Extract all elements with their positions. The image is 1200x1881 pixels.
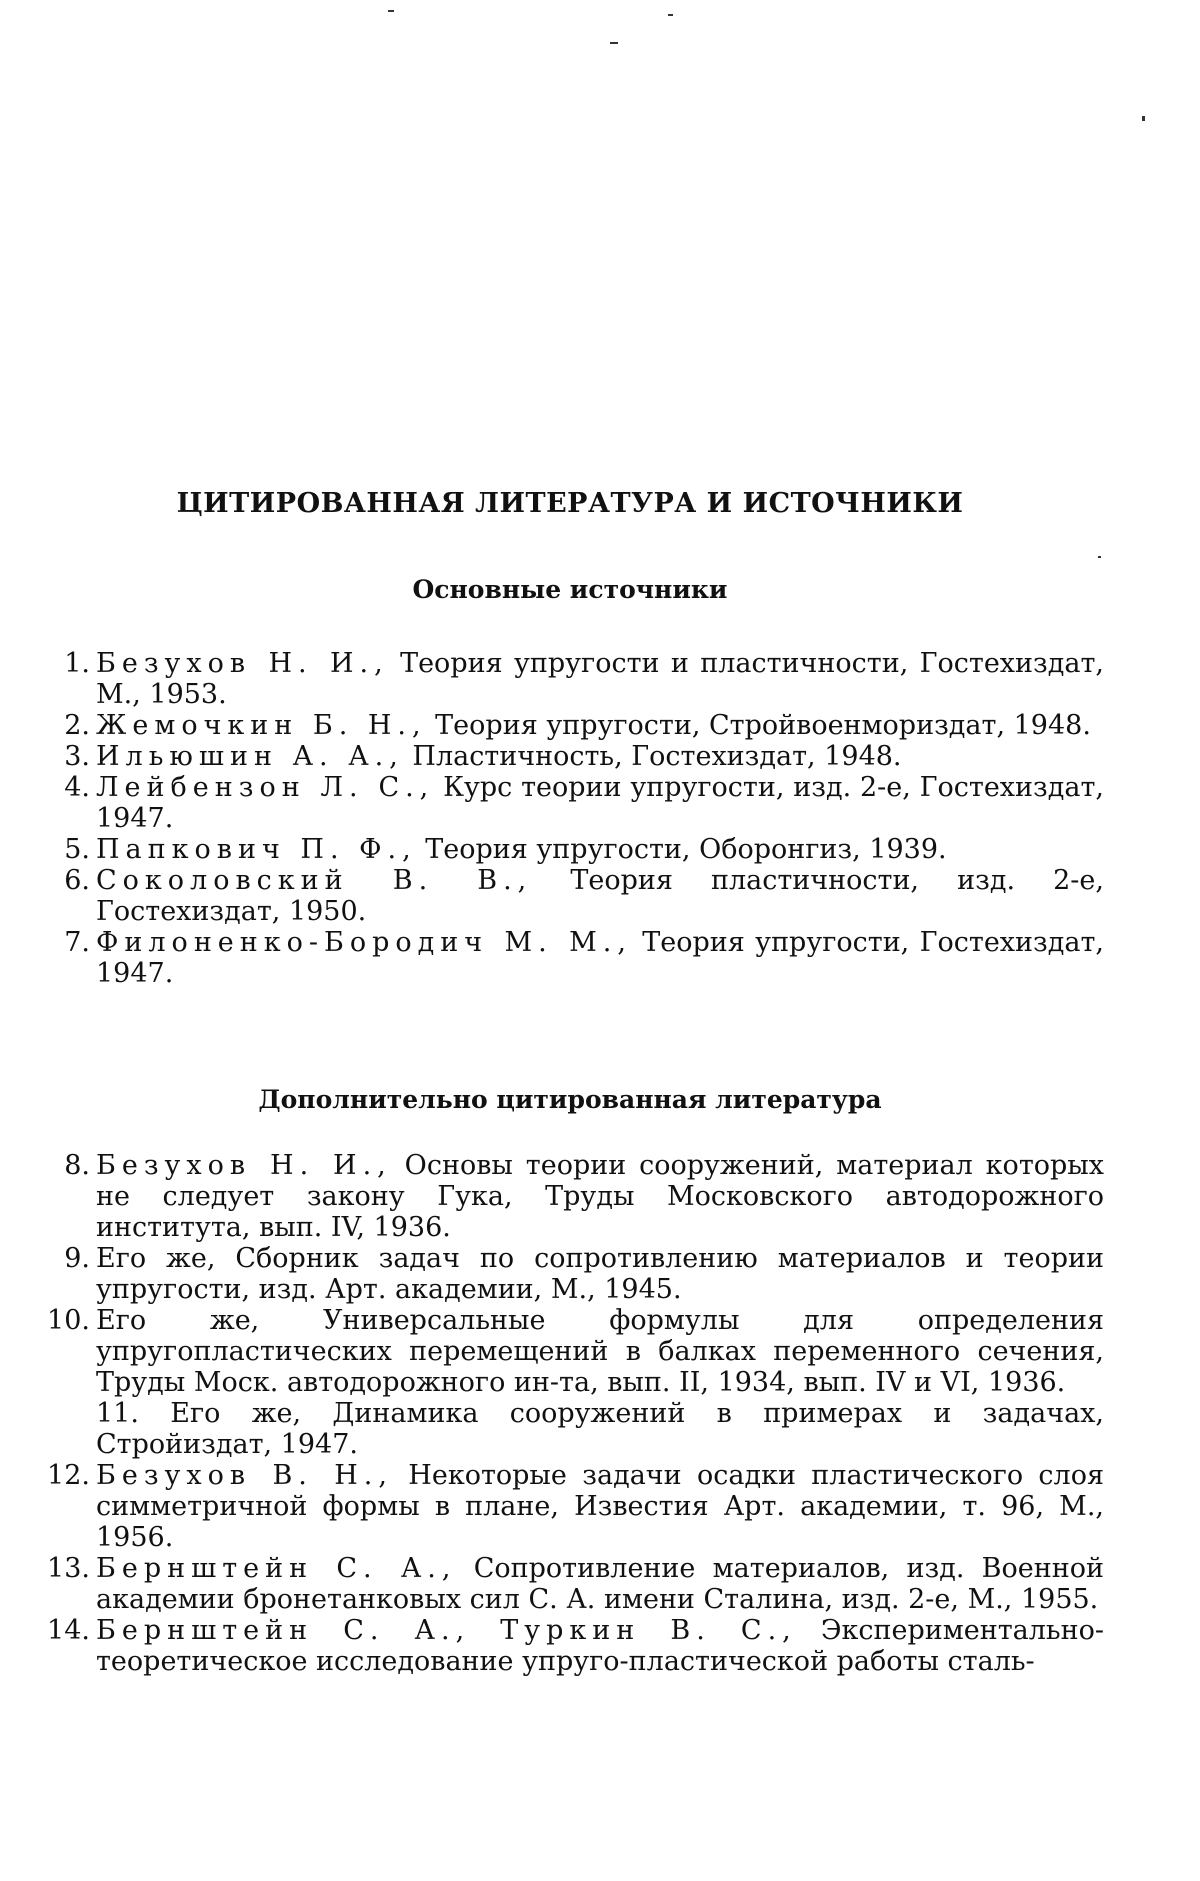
reference-entry bbox=[0, 1305, 1104, 1398]
scan-speck bbox=[1098, 556, 1101, 558]
reference-entry bbox=[0, 648, 1104, 710]
reference-entry bbox=[0, 1553, 1104, 1615]
reference-entry bbox=[0, 772, 1104, 834]
reference-entry bbox=[0, 710, 1104, 741]
entry-text: Его же, Универсальные формулы для определения упругопластических перемещений в балках переменного сечения, Труды Моск. автодорожного ин-та, вып. II, 1934, вып. IV и VI, 1936. bbox=[96, 1305, 1104, 1398]
section-heading-additional: Дополнительно цитированная литература bbox=[258, 1085, 882, 1114]
entry-author: Ильюшин А. А., bbox=[96, 741, 404, 772]
entry-text: Сопротивление материалов, изд. Военной академии бронетанковых сил С. А. имени Сталина, изд. 2-е, М., 1955. bbox=[96, 1553, 1104, 1615]
entry-text: Теория упругости и пластичности, Гостехиздат, М., 1953. bbox=[96, 648, 1104, 710]
entry-number: 6. bbox=[64, 865, 90, 896]
reference-entry bbox=[0, 834, 1104, 865]
scan-speck bbox=[610, 42, 618, 44]
entry-author: Папкович П. Ф., bbox=[96, 834, 417, 865]
page-title: ЦИТИРОВАННАЯ ЛИТЕРАТУРА И ИСТОЧНИКИ bbox=[176, 488, 964, 519]
scan-speck bbox=[668, 14, 673, 16]
entry-text: Теория упругости, Оборонгиз, 1939. bbox=[416, 834, 947, 865]
reference-entry bbox=[0, 865, 1104, 927]
reference-entry bbox=[0, 1398, 1104, 1460]
scan-speck bbox=[388, 10, 394, 12]
entry-text: Его же, Сборник задач по сопротивлению материалов и теории упругости, изд. Арт. академии, М., 1945. bbox=[96, 1243, 1104, 1305]
entry-author: Безухов В. Н., bbox=[96, 1460, 393, 1491]
entry-author: Безухов Н. И., bbox=[96, 1150, 392, 1181]
entry-number: 4. bbox=[64, 772, 90, 803]
entry-text: Экспериментально-теоретическое исследование упруго-пластической работы сталь- bbox=[96, 1615, 1104, 1677]
entry-author: Соколовский В. В., bbox=[96, 865, 533, 896]
scan-speck bbox=[1142, 116, 1145, 121]
reference-entry bbox=[0, 741, 1104, 772]
entry-number: 9. bbox=[64, 1243, 90, 1274]
entry-number: 11. bbox=[96, 1398, 139, 1429]
entry-text: Теория упругости, Стройвоенмориздат, 1948. bbox=[426, 710, 1091, 741]
reference-entry bbox=[0, 1243, 1104, 1305]
entry-author: Безухов Н. И., bbox=[96, 648, 389, 679]
entry-author: Бернштейн С. А., Туркин В. С., bbox=[96, 1615, 797, 1646]
reference-list-additional bbox=[0, 1150, 1200, 1677]
entry-author: Бернштейн С. А., bbox=[96, 1553, 457, 1584]
entry-text: Курс теории упругости, изд. 2-е, Гостехиздат, 1947. bbox=[96, 772, 1104, 834]
entry-author: Жемочкин Б. Н., bbox=[96, 710, 427, 741]
entry-number: 5. bbox=[64, 834, 90, 865]
entry-number: 1. bbox=[64, 648, 90, 679]
entry-number: 12. bbox=[47, 1460, 90, 1491]
entry-author: Филоненко-Бородич М. М., bbox=[96, 927, 632, 958]
entry-text: Теория пластичности, изд. 2-е, Гостехиздат, 1950. bbox=[96, 865, 1104, 927]
reference-entry bbox=[0, 1460, 1104, 1553]
entry-text: Основы теории сооружений, материал которых не следует закону Гука, Труды Московского автодорожного института, вып. IV, 1936. bbox=[96, 1150, 1105, 1243]
entry-text: Теория упругости, Гостехиздат, 1947. bbox=[96, 927, 1104, 989]
entry-number: 14. bbox=[47, 1615, 90, 1646]
reference-entry bbox=[0, 927, 1104, 989]
entry-number: 2. bbox=[64, 710, 90, 741]
entry-number: 8. bbox=[64, 1150, 90, 1181]
reference-entry bbox=[0, 1150, 1104, 1243]
entry-number: 3. bbox=[64, 741, 90, 772]
entry-text: Некоторые задачи осадки пластического слоя симметричной формы в плане, Известия Арт. академии, т. 96, М., 1956. bbox=[96, 1460, 1104, 1553]
entry-text: Его же, Динамика сооружений в примерах и задачах, Стройиздат, 1947. bbox=[96, 1398, 1104, 1460]
reference-entry bbox=[0, 1615, 1104, 1677]
reference-list-main bbox=[0, 648, 1200, 989]
entry-number: 7. bbox=[64, 927, 90, 958]
entry-number: 10. bbox=[47, 1305, 90, 1336]
entry-text: Пластичность, Гостехиздат, 1948. bbox=[403, 741, 902, 772]
entry-number: 13. bbox=[47, 1553, 90, 1584]
entry-author: Лейбензон Л. С., bbox=[96, 772, 435, 803]
section-heading-main: Основные источники bbox=[412, 575, 728, 604]
